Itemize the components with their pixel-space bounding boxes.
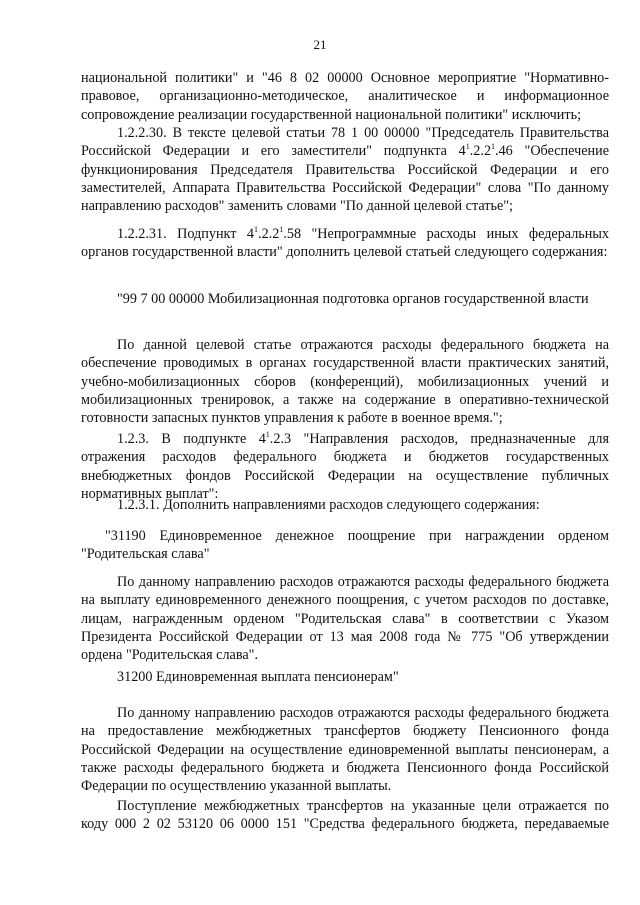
paragraph-text: национальной политики" и "46 8 02 00000 Основное мероприятие "Нормативно-правовое, организационно-методическое, аналитическое и информационное сопровождение реализации государственной национальной политики" исключить; (81, 70, 609, 123)
expense-direction-31200-description (81, 704, 609, 795)
target-article-description (81, 336, 609, 427)
expense-direction-31200-heading (81, 668, 609, 686)
paragraph-text: 31200 Единовременная выплата пенсионерам" (117, 669, 399, 685)
paragraph-1-2-3 (81, 430, 609, 503)
target-article-heading (81, 290, 609, 308)
transfers-receipt-paragraph (81, 797, 609, 834)
paragraph-text: "99 7 00 00000 Мобилизационная подготовка органов государственной власти (117, 291, 589, 307)
paragraph-1-2-2-31 (81, 225, 609, 262)
paragraph-text: 1.2.2.31. Подпункт $4^1.2.2^1.58$ "Непрограммные расходы иных федеральных органов государственной власти" дополнить целевой статьей следующего содержания: (81, 225, 609, 261)
paragraph-text: Поступление межбюджетных трансфертов на указанные цели отражается по коду 000 2 02 53120 06 0000 151 "Средства федерального бюджета, передаваемые (81, 798, 609, 833)
expense-direction-31190-heading (81, 527, 609, 564)
paragraph-continuation (81, 69, 609, 124)
expense-direction-31190-description (81, 573, 609, 664)
paragraph-text: По данной целевой статье отражаются расходы федерального бюджета на обеспечение проводимых в органах государственной власти практических занятий, учебно-мобилизационных сборов (конференций), мобилизационных учений и мобилизационных тренировок, а также на содержание в оперативно-технической готовности запасных пунктов управления к работе в военное время."; (81, 337, 609, 427)
paragraph-text: По данному направлению расходов отражаются расходы федерального бюджета на предоставление межбюджетных трансфертов бюджету Пенсионного фонда Российской Федерации на осуществление единовременной выплаты пенсионерам, а также расходы федерального бюджета и бюджета Пенсионного фонда Российской Федерации по осуществлению указанной выплаты. (81, 705, 609, 795)
paragraph-1-2-3-1 (81, 496, 609, 514)
paragraph-1-2-2-30 (81, 124, 609, 215)
paragraph-text: 1.2.3.1. Дополнить направлениями расходов следующего содержания: (117, 497, 540, 513)
paragraph-text: 1.2.3. В подпункте $4^1.2.3$ "Направления расходов, предназначенные для отражения расходов федерального бюджета и бюджетов государственных внебюджетных фондов Российской Федерации на осуществление публичных нормативных выплат": (81, 430, 609, 502)
paragraph-text: "31190 Единовременное денежное поощрение при награждении орденом "Родительская слава" (81, 528, 609, 563)
paragraph-text: 1.2.2.30. В тексте целевой статьи 78 1 00 00000 "Председатель Правительства Российской Федерации и его заместители" подпункта $4^1.2.2^1.46$ "Обеспечение функционирования Председателя Правительства Российской Федерации и его заместителей, Аппарата Правительства Российской Федерации" слова "По данному направлению расходов" заменить словами "По данной целевой статье"; (81, 125, 609, 215)
page-number: 21 (313, 37, 327, 52)
paragraph-text: По данному направлению расходов отражаются расходы федерального бюджета на выплату единовременного денежного поощрения, с учетом расходов по доставке, лицам, награжденным орденом "Родительская слава" в соответствии с Указом Президента Российской Федерации от 13 мая 2008 года № 775 "Об утверждении ордена "Родительская слава". (81, 574, 609, 664)
